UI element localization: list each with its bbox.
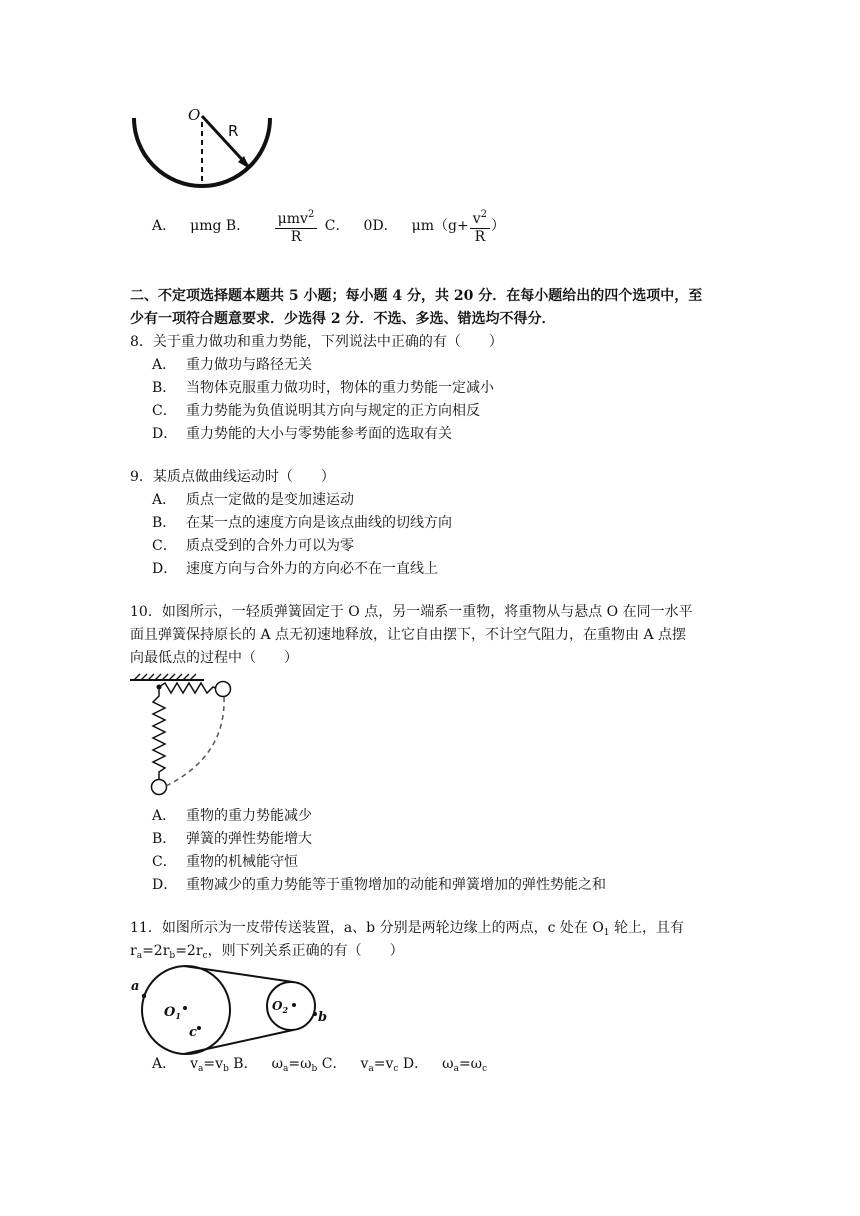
q11-options: A． $v_a=v_b$ B． $\omega_a=\omega_b$ C． $v_a=v_c$ D． $\omega_a=\omega_c$ (152, 1056, 488, 1074)
q10-option-c: C． 重物的机械能守恒 (152, 854, 298, 870)
q10-stem-line2: 面且弹簧保持原长的 A 点无初速地释放，让它自由摆下，不计空气阻力，在重物由 A 点摆 (130, 627, 687, 643)
section-header-line2: 少有一项符合题意要求．少选得 2 分．不选、多选、错选均不得分． (130, 311, 556, 327)
q7-option-a-letter: A． (152, 218, 177, 234)
label-o: O (188, 106, 201, 124)
q7-option-a-text: μmg (190, 218, 222, 234)
q11-stem-line2: $r_a=2r_b=2r_c$，则下列关系正确的有（ ） (130, 943, 404, 961)
q7-option-b-letter: B． (225, 218, 251, 234)
q9-stem: 9．某质点做曲线运动时（ ） (130, 469, 335, 485)
q8-stem: 8．关于重力做功和重力势能，下列说法中正确的有（ ） (130, 334, 503, 350)
q8-option-c: C． 重力势能为负值说明其方向与规定的正方向相反 (152, 403, 480, 419)
q7-option-d-post: ） (491, 218, 506, 234)
q8-option-d: D． 重力势能的大小与零势能参考面的选取有关 (152, 426, 452, 442)
section-header-line1: 二、不定项选择题本题共 5 小题；每小题 4 分，共 20 分．在每小题给出的四个选项中，至 (130, 288, 703, 304)
q9-option-d: D． 速度方向与合外力的方向必不在一直线上 (152, 561, 438, 577)
q7-option-c-letter: C． (324, 218, 350, 234)
q7-option-c-text: 0 (363, 218, 373, 234)
q8-option-a: A． 重力做功与路径无关 (152, 357, 312, 373)
q7-option-d-letter: D． (372, 218, 398, 234)
label-b: b (318, 1010, 328, 1025)
belt-drive-figure (128, 964, 338, 1056)
q10-stem-line3: 向最低点的过程中（ ） (130, 650, 298, 666)
q9-option-c: C． 质点受到的合外力可以为零 (152, 538, 354, 554)
label-c: c (189, 1025, 197, 1040)
bowl-figure (120, 100, 290, 200)
q10-option-b: B． 弹簧的弹性势能增大 (152, 831, 312, 847)
q10-option-d: D． 重物减少的重力势能等于重物增加的动能和弹簧增加的弹性势能之和 (152, 877, 606, 893)
label-o2: $O_2$ (272, 999, 289, 1015)
q10-stem-line1: 10．如图所示，一轻质弹簧固定于 O 点，另一端系一重物，将重物从与悬点 O 在同一水平 (130, 604, 693, 620)
q8-option-b: B． 当物体克服重力做功时，物体的重力势能一定减小 (152, 380, 494, 396)
spring-pendulum-figure (128, 674, 248, 799)
label-a: a (131, 979, 140, 994)
q10-option-a: A． 重物的重力势能减少 (152, 808, 312, 824)
q9-option-b: B． 在某一点的速度方向是该点曲线的切线方向 (152, 515, 452, 531)
q7-option-d-fraction: $\frac{v^2}{R}$ (470, 206, 490, 246)
q7-option-b-fraction: $\frac{\mu mv^2}{R}$ (275, 206, 318, 246)
q7-option-d-pre: μm（g+ (411, 218, 469, 234)
label-r: R (228, 122, 239, 140)
q11-stem-line1: 11．如图所示为一皮带传送装置，a、b 分别是两轮边缘上的两点，c 处在 $O_1$ 轮上，且有 (130, 920, 684, 938)
q7-options (152, 206, 505, 246)
q9-option-a: A． 质点一定做的是变加速运动 (152, 492, 354, 508)
label-o1: $O_1$ (164, 1005, 181, 1021)
